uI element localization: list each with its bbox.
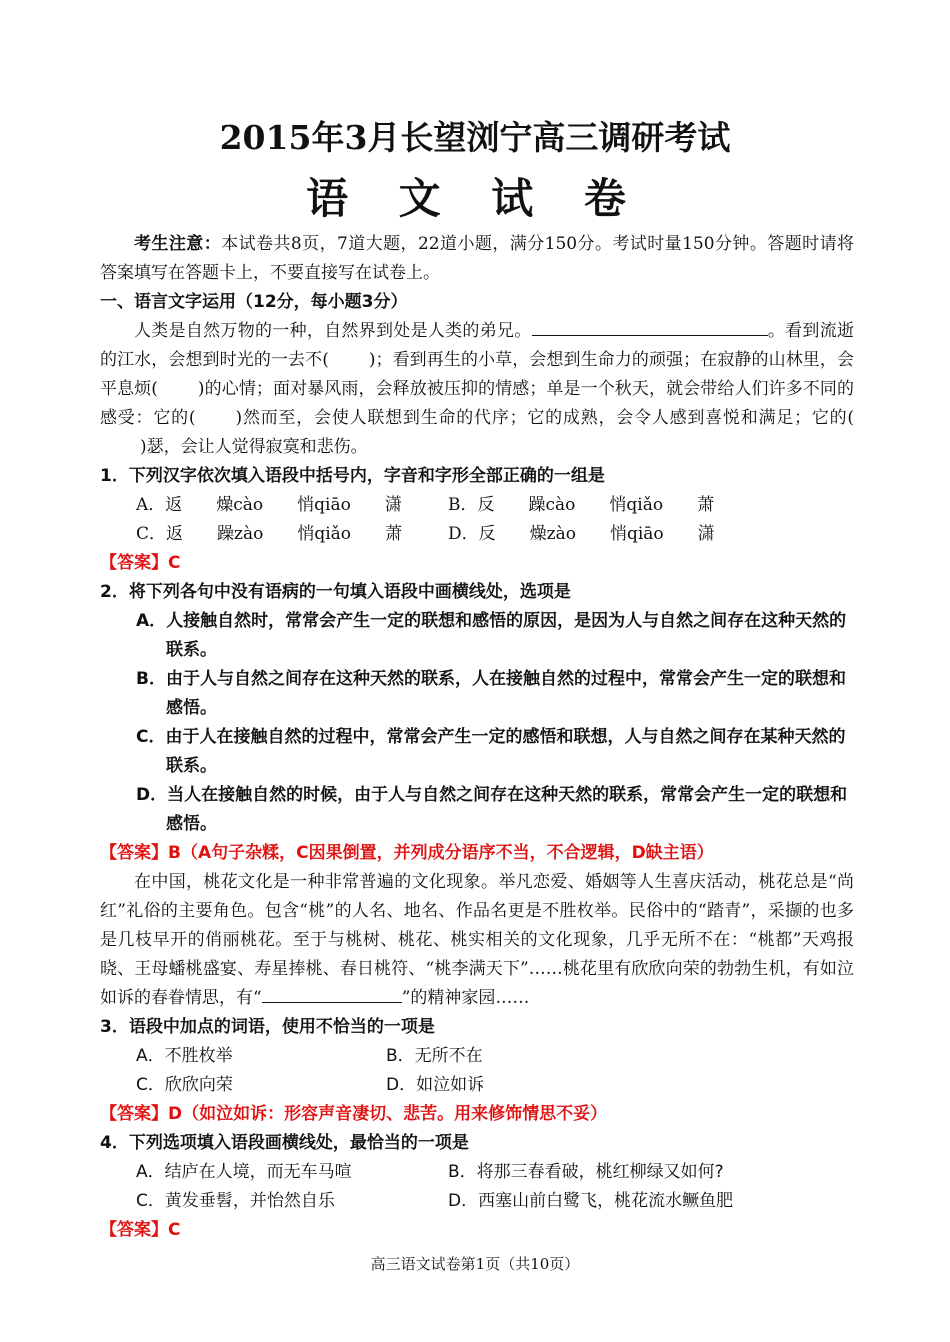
passage-1-part6: )瑟，会让人觉得寂寞和悲伤。 [140, 437, 368, 457]
passage-1-part5: )然而至，会使人联想到生命的代序；它的成熟，会令人感到喜悦和满足；它的( [235, 408, 855, 428]
q2-option-d: D．当人在接触自然的时候，由于人与自然之间存在这种天然的联系，常常会产生一定的联想和感悟。 [136, 785, 848, 834]
question-3-options-row1 [136, 1042, 854, 1071]
question-3-stem: 3．语段中加点的词语，使用不恰当的一项是 [100, 1017, 435, 1037]
subject-title: 语 文 试 卷 [306, 174, 644, 223]
passage-1-part2: 。看到流逝的江水，会想到时光的一去不( [100, 321, 855, 370]
passage-2-part1: 在中国，桃花文化是一种非常普遍的文化现象。举凡恋爱、婚姻等人生喜庆活动，桃花总是“尚红”礼俗的主要角色。包含“桃”的人名、地名、作品名更是不胜枚举。民俗中的“踏青”，采撷的也多是几枝早开的俏丽桃花。至于与桃树、桃花、桃实相关的文化现象，几乎无所不在：“桃都”天鸡报晓、王母蟠桃盛宴、寿星捧桃、春日桃符、“桃李满天下”……桃花里有欣欣向荣的勃勃生机，有如泣如诉的春眷情思，有“ [100, 872, 854, 1008]
passage-2-part2: ”的精神家园…… [401, 988, 530, 1008]
q1-option-c: C．返 躁zào 悄qiǎo 萧 [136, 524, 403, 544]
q3-option-c: C．欣欣向荣 [136, 1075, 233, 1095]
q4-option-a: A．结庐在人境，而无车马喧 [136, 1162, 352, 1182]
passage-1 [100, 317, 854, 462]
q1-option-a: A．返 燥cào 悄qiāo 潇 [136, 495, 402, 515]
question-2-answer: 【答案】B（A句子杂糅，C因果倒置，并列成分语序不当，不合逻辑，D缺主语） [100, 843, 714, 863]
exam-body [100, 230, 854, 1245]
question-4-options-row1 [136, 1158, 854, 1187]
question-1-options-row1 [136, 491, 854, 520]
question-4-options-row2 [136, 1187, 854, 1216]
q4-option-b: B．将那三春看破，桃红柳绿又如何? [448, 1162, 724, 1182]
q2-option-c: C．由于人在接触自然的过程中，常常会产生一定的感悟和联想，人与自然之间存在某种天然的联系。 [136, 727, 846, 776]
q1-option-d: D．反 燥zào 悄qiāo 潇 [448, 524, 715, 544]
q2-option-a: A．人接触自然时，常常会产生一定的联想和感悟的原因，是因为人与自然之间存在这种天然的联系。 [136, 611, 847, 660]
question-2-stem: 2．将下列各句中没有语病的一句填入语段中画横线处，选项是 [100, 582, 571, 602]
question-3-options-row2 [136, 1071, 854, 1100]
question-1-stem: 1．下列汉字依次填入语段中括号内，字音和字形全部正确的一组是 [100, 466, 605, 486]
passage-1-part1: 人类是自然万物的一种，自然界到处是人类的弟兄。 [134, 321, 532, 341]
q1-option-b: B．反 躁cào 悄qiǎo 萧 [448, 495, 715, 515]
q3-option-b: B．无所不在 [386, 1046, 483, 1066]
q4-option-c: C．黄发垂髫，并怡然自乐 [136, 1191, 335, 1211]
notice-text: 本试卷共8页，7道大题，22道小题，满分150分。考试时量150分钟。答题时请将答案填写在答题卡上，不要直接写在试卷上。 [100, 234, 855, 283]
section-heading: 一、语言文字运用（12分，每小题3分） [100, 292, 408, 312]
q4-option-d: D．西塞山前白鹭飞，桃花流水鳜鱼肥 [448, 1191, 734, 1211]
notice-label: 考生注意： [134, 234, 222, 254]
question-3-answer: 【答案】D（如泣如诉：形容声音凄切、悲苦。用来修饰情思不妥） [100, 1104, 608, 1124]
passage-1-part4: )的心情；面对暴风雨，会释放被压抑的情感；单是一个秋天，就会带给人们许多不同的感受：它的( [100, 379, 854, 428]
passage-1-part3: )；看到再生的小草，会想到生命力的顽强；在寂静的山林里，会平息烦( [100, 350, 854, 399]
q3-option-a: A．不胜枚举 [136, 1046, 233, 1066]
question-1-options-row2 [136, 520, 854, 549]
q3-option-d: D．如泣如诉 [386, 1075, 485, 1095]
question-4-stem: 4．下列选项填入语段画横线处，最恰当的一项是 [100, 1133, 469, 1153]
notice-paragraph [100, 230, 854, 288]
question-4-answer: 【答案】C [100, 1220, 181, 1240]
passage-1-blank [532, 317, 768, 336]
passage-2 [100, 868, 854, 1013]
passage-2-blank [262, 984, 402, 1003]
exam-title: 2015年3月长望浏宁高三调研考试 [219, 118, 731, 157]
page-footer: 高三语文试卷第1页（共10页） [370, 1255, 580, 1273]
q2-option-b: B．由于人与自然之间存在这种天然的联系，人在接触自然的过程中，常常会产生一定的联想和感悟。 [136, 669, 846, 718]
question-1-answer: 【答案】C [100, 553, 181, 573]
